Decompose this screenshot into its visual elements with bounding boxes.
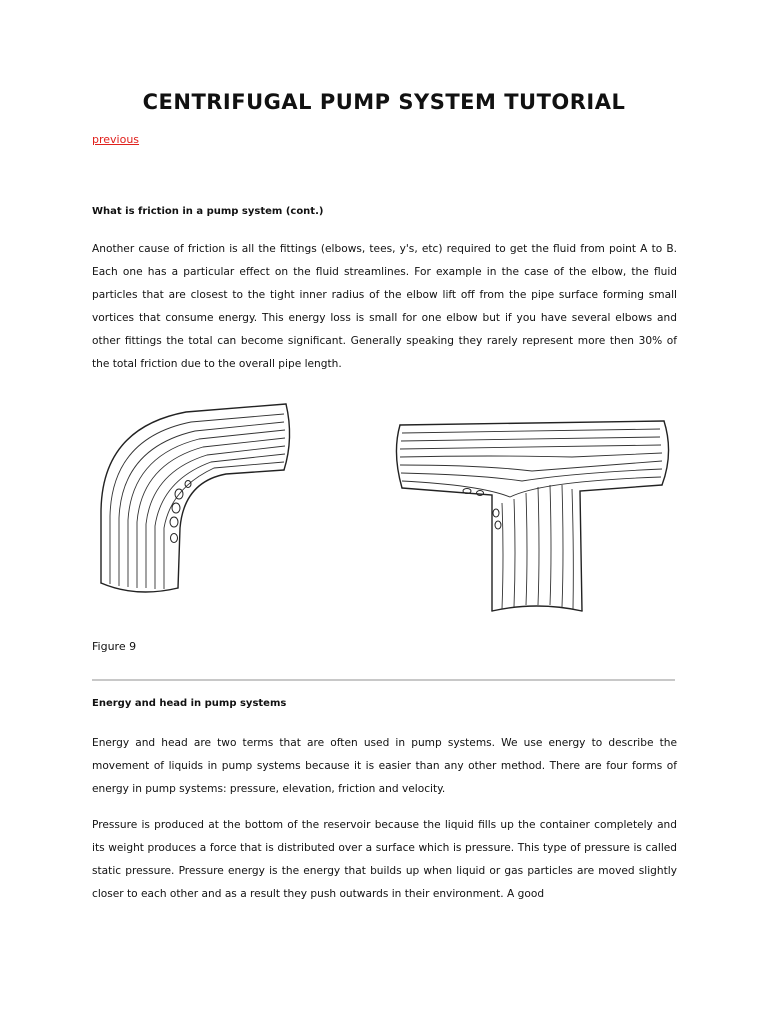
tee-right-wall xyxy=(580,485,662,611)
tee-branch-streamlines xyxy=(502,485,573,609)
section-heading-energy-head: Energy and head in pump systems xyxy=(92,698,287,709)
tee-right-cap xyxy=(662,421,669,485)
section-divider xyxy=(92,679,675,681)
elbow-bottom-cap xyxy=(101,583,178,592)
tee-left-cap xyxy=(396,425,402,488)
elbow-end-cap xyxy=(284,404,290,470)
figure-caption: Figure 9 xyxy=(92,640,137,653)
elbow-outer-wall xyxy=(101,404,286,583)
previous-link[interactable]: previous xyxy=(92,133,140,146)
tee-run-streamlines xyxy=(400,429,662,497)
energy-paragraph-1: Energy and head are two terms that are often used in pump systems. We use energy to describe the movement of liquids in pump systems because it is easier than any other method. There are four forms of energy in pump systems: pressure, elevation, friction and velocity. xyxy=(92,737,677,795)
tee-streamlines-illustration xyxy=(392,413,674,617)
tee-left-wall xyxy=(402,488,492,611)
page-title: CENTRIFUGAL PUMP SYSTEM TUTORIAL xyxy=(142,90,626,114)
tee-top-wall xyxy=(400,421,664,425)
elbow-streamlines-illustration xyxy=(96,398,298,598)
elbow-streamlines xyxy=(110,414,285,589)
friction-paragraph: Another cause of friction is all the fittings (elbows, tees, y's, etc) required to get the fluid from point A to B. Each one has a particular effect on the fluid streamlines. For example in the case of the elbow, the fluid particles that are closest to the tight inner radius of the elbow lift off from the pipe surface forming small vortices that consume energy. This energy loss is small for one elbow but if you have several elbows and other fittings the total can become significant. Generally speaking they rarely represent more then 30% of the total friction due to the overall pipe length. xyxy=(92,243,677,370)
section-heading-friction: What is friction in a pump system (cont.) xyxy=(92,206,324,217)
energy-paragraph-2: Pressure is produced at the bottom of the reservoir because the liquid fills up the container completely and its weight produces a force that is distributed over a surface which is pressure. This type of pressure is called static pressure. Pressure energy is the energy that builds up when liquid or gas particles are moved slightly closer to each other and as a result they push outwards in their environment. A good xyxy=(92,819,677,900)
tee-bottom-cap xyxy=(492,606,582,611)
elbow-inner-wall xyxy=(178,470,284,588)
